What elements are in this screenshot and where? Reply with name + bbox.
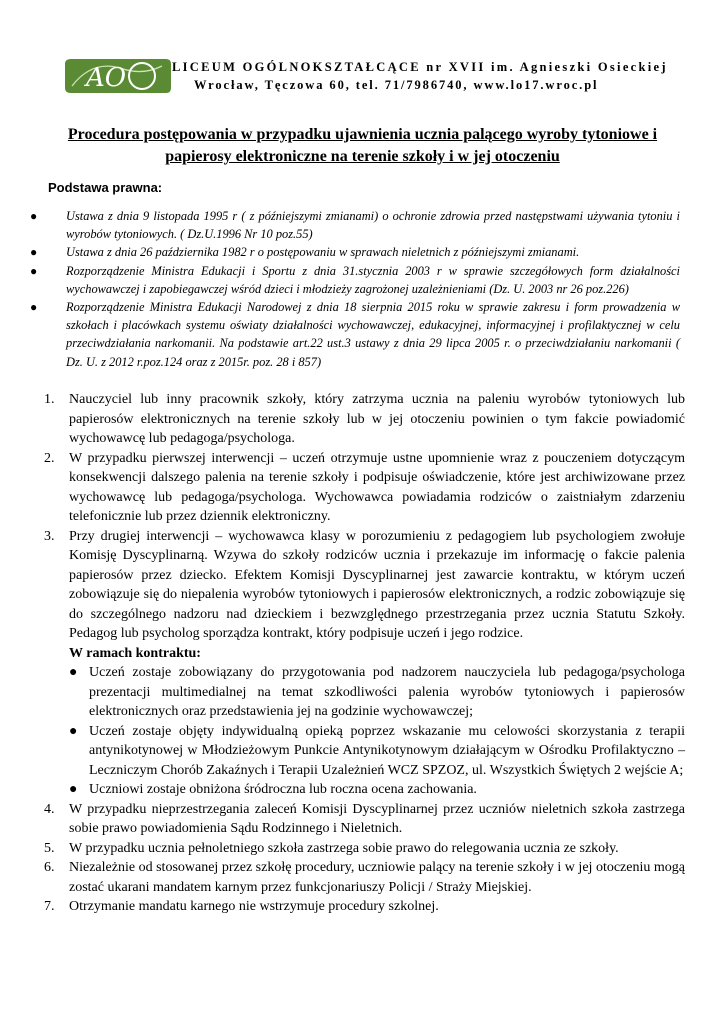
legal-basis-list — [30, 207, 680, 371]
procedure-step-3: 3. Przy drugiej interwencji – wychowawca klasy w porozumieniu z pedagogiem lub psychologiem zwołuje Komisję Dyscyplinarną. Wzywa do szkoły rodziców ucznia i przekazuje im informację o fakcie palenia papierosów przez dziecko. Efektem Komisji Dyscyplinarnej jest zawarcie kontraktu, w którym uczeń zobowiązuje się do niepalenia wyrobów tytoniowych i papierosów elektronicznych, a rodzic zobowiązuje się do szczególnego nadzoru nad dzieckiem i bezwzględnego przestrzegania przez ucznia Statutu Szkoły. Pedagog lub psycholog sporządza kontrakt, który podpisuje uczeń i jego rodzice. W ramach kontraktu: ● Uczeń zostaje zobowiązany do przygotowania pod nadzorem nauczyciela lub pedagoga/psychologa prezentacji multimedialnej na temat szkodliwości palenia wyrobów tytoniowych i papierosów elektronicznych oraz przedstawienia jej na godzinie wychowawczej; ● Uczeń zostaje objęty indywidualną opieką poprzez wskazanie mu celowości skorzystania z terapii antynikotynowej w Młodzieżowym Punkcie Antynikotynowym działającym w Ośrodku Profilaktyczno – Leczniczym Chorób Zakaźnych i Terapii Uzależnień WCZ SPZOZ, ul. Wszystkich Świętych 2 wejście A; ● Uczniowi zostaje obniżona śródroczna lub roczna ocena zachowania. — [40, 527, 685, 800]
procedure-step-2: 2. W przypadku pierwszej interwencji – uczeń otrzymuje ustne upomnienie wraz z pouczeniem dotyczącym konsekwencji dalszego palenia na terenie szkoły i podpisuje oświadczenie, które jest archiwizowane przez wychowawcę lub pedagoga/psychologa. Wychowawca powiadamia rodziców o zaistniałym zdarzeniu telefonicznie lub przez dziennik elektroniczny. — [44, 450, 685, 524]
legal-basis-item: ● Rozporządzenie Ministra Edukacji Narodowej z dnia 18 sierpnia 2015 roku w sprawie zakresu i form prowadzenia w szkołach i placówkach systemu oświaty działalności wychowawczej, edukacyjnej, informacyjnej i profilaktycznej w celu przeciwdziałania narkomanii. Na podstawie art.22 ust.3 ustawy z dnia 29 lipca 2005 r. o przeciwdziałaniu narkomanii ( Dz. U. z 2012 r.poz.124 oraz z 2015r. poz. 28 i 857) — [30, 300, 680, 369]
bullet-icon: ● — [30, 300, 38, 315]
school-logo — [62, 56, 172, 96]
bullet-icon: ● — [69, 665, 78, 680]
procedure-step-6: 6. Niezależnie od stosowanej przez szkołę procedury, uczniowie palący na terenie szkoły i w jej otoczeniu mogą zostać ukarani mandatem karnym przez funkcjonariuszy Policji / Straży Miejskiej. — [44, 860, 685, 895]
procedure-step-7: 7. Otrzymanie mandatu karnego nie wstrzymuje procedury szkolnej. — [44, 899, 439, 914]
procedure-step-1: 1. Nauczyciel lub inny pracownik szkoły, który zatrzyma ucznia na paleniu wyrobów tytoniowych lub papierosów elektronicznych na terenie szkoły lub w jej otoczeniu powinien o tym fakcie powiadomić wychowawcę lub pedagoga/psychologa. — [44, 392, 685, 446]
procedure-step-4: 4. W przypadku nieprzestrzegania zaleceń Komisji Dyscyplinarnej przez uczniów nieletnich szkoła zastrzega sobie prawo powiadomienia Sądu Rodzinnego i Nieletnich. — [44, 801, 685, 836]
contract-item: ● Uczeń zostaje objęty indywidualną opieką poprzez wskazanie mu celowości skorzystania z terapii antynikotynowej w Młodzieżowym Punkcie Antynikotynowym działającym w Ośrodku Profilaktyczno – Leczniczym Chorób Zakaźnych i Terapii Uzależnień WCZ SPZOZ, ul. Wszystkich Świętych 2 wejście A; — [69, 723, 685, 778]
procedure-list — [40, 390, 685, 917]
bullet-icon: ● — [30, 209, 38, 223]
bullet-icon: ● — [69, 782, 78, 797]
legal-basis-heading: Podstawa prawna: — [48, 180, 163, 195]
contract-list — [69, 663, 685, 800]
bullet-icon: ● — [69, 723, 78, 739]
contract-item: ● Uczeń zostaje zobowiązany do przygotowania pod nadzorem nauczyciela lub pedagoga/psychologa prezentacji multimedialnej na temat szkodliwości palenia wyrobów tytoniowych i papierosów elektronicznych oraz przedstawienia jej na godzinie wychowawczej; — [69, 665, 685, 719]
contract-item: ● Uczniowi zostaje obniżona śródroczna lub roczna ocena zachowania. — [69, 780, 685, 800]
document-title: Procedura postępowania w przypadku ujawnienia ucznia palącego wyroby tytoniowe i papierosy elektroniczne na terenie szkoły i w jej otoczeniu — [67, 126, 658, 165]
logo-monogram: AO — [86, 63, 127, 93]
letterhead — [62, 52, 682, 102]
legal-basis-item: ● Rozporządzenie Ministra Edukacji i Sportu z dnia 31.stycznia 2003 r w sprawie szczegółowych form działalności wychowawczej i zapobiegawczej wśród dzieci i młodzieży zagrożonej uzależnieniami (Dz. U. 2003 nr 26 poz.226) — [30, 263, 680, 296]
legal-basis-item: ● Ustawa z dnia 9 listopada 1995 r ( z późniejszymi zmianami) o ochronie zdrowia przed następstwami używania tytoniu i wyrobów tytoniowych. ( Dz.U.1996 Nr 10 poz.55) — [30, 209, 680, 242]
school-address: Wrocław, Tęczowa 60, tel. 71/7986740, www.lo17.wroc.pl — [194, 78, 599, 92]
school-name: LICEUM OGÓLNOKSZTAŁCĄCE nr XVII im. Agnieszki Osieckiej — [172, 60, 668, 74]
procedure-step-5: 5. W przypadku ucznia pełnoletniego szkoła zastrzega sobie prawo do relegowania ucznia ze szkoły. — [44, 840, 619, 856]
bullet-icon: ● — [30, 263, 38, 278]
legal-basis-item: ● Ustawa z dnia 26 października 1982 r o postępowaniu w sprawach nieletnich z późniejszymi zmianami. — [30, 243, 680, 261]
bullet-icon: ● — [30, 245, 38, 260]
contract-heading: W ramach kontraktu: — [69, 645, 201, 661]
